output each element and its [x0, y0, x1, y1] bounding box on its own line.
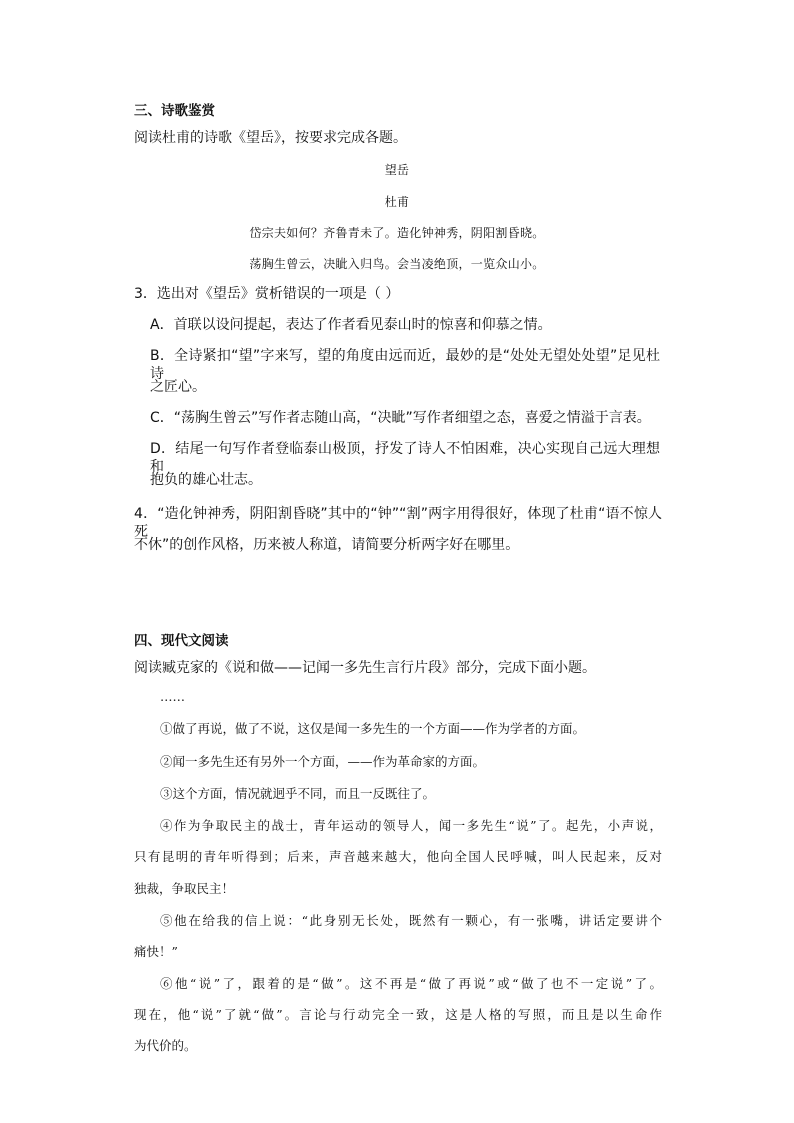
q3-stem: 3．选出对《望岳》赏析错误的一项是（ ）: [134, 286, 400, 302]
passage-paragraph-3: ③这个方面，情况就迥乎不同，而且一反既往了。: [160, 786, 436, 801]
section3-heading: 三、诗歌鉴赏: [134, 103, 215, 119]
poem-line-1: 岱宗夫如何？齐鲁青未了。造化钟神秀，阴阳割昏晓。: [249, 226, 545, 240]
section4-intro: 阅读臧克家的《说和做——记闻一多先生言行片段》部分，完成下面小题。: [134, 660, 596, 676]
q3-option-a: A．首联以设问提起，表达了作者看见泰山时的惊喜和仰慕之情。: [150, 317, 552, 333]
passage-paragraph-1: ①做了再说，做了不说，这仅是闻一多先生的一个方面——作为学者的方面。: [160, 721, 586, 736]
passage-paragraph-4: ④作为争取民主的战士，青年运动的领导人，闻一多先生“说”了。起先，小声说，: [160, 818, 662, 833]
poem-line-2: 荡胸生曾云，决眦入归鸟。会当凌绝顶，一览众山小。: [249, 257, 545, 271]
q3-option-d: D．结尾一句写作者登临泰山极顶，抒发了诗人不怕困难，决心实现自己远大理想和: [150, 441, 660, 475]
q3-option-b: B．全诗紧扣“望”字来写，望的角度由远而近，最妙的是“处处无望处处望”足见杜诗: [150, 348, 660, 382]
poem-author: 杜甫: [384, 195, 410, 209]
passage-paragraph-6-line-3: 为代价的。: [134, 1038, 197, 1053]
q3-option-c: C．“荡胸生曾云”写作者志随山高，“决眦”写作者细望之态，喜爱之情溢于言表。: [150, 410, 651, 426]
q4-text: 4．“造化钟神秀，阴阳割昏晓”其中的“钟”“割”两字用得很好，体现了杜甫“语不惊人死: [134, 506, 662, 540]
passage-paragraph-4-line-3: 独裁，争取民主！: [134, 881, 235, 896]
section3-intro: 阅读杜甫的诗歌《望岳》，按要求完成各题。: [134, 130, 407, 146]
poem-title: 望岳: [384, 163, 410, 177]
q4-text-continued: 不休”的创作风格，历来被人称道，请简要分析两字好在哪里。: [134, 537, 520, 553]
passage-paragraph-5: ⑤他在给我的信上说：“此身别无长处，既然有一颗心，有一张嘴，讲话定要讲个: [160, 913, 662, 928]
passage-paragraph-5-line-2: 痛快！”: [134, 944, 178, 959]
passage-paragraph-6: ⑥他“说”了，跟着的是“做”。这不再是“做了再说”或“做了也不一定说”了。: [160, 976, 662, 991]
section4-heading: 四、现代文阅读: [134, 633, 229, 649]
passage-paragraph-4-line-2: 只有昆明的青年听得到；后来，声音越来越大，他向全国人民呼喊，叫人民起来，反对: [134, 849, 662, 864]
passage-paragraph-6-line-2: 现在，他“说”了就“做”。言论与行动完全一致，这是人格的写照，而且是以生命作: [134, 1007, 662, 1022]
q3-option-d-continued: 抱负的雄心壮志。: [150, 472, 262, 488]
passage-paragraph-2: ②闻一多先生还有另外一个方面，——作为革命家的方面。: [160, 754, 486, 769]
passage-ellipsis: ……: [160, 689, 185, 704]
q3-option-b-continued: 之匠心。: [150, 379, 206, 395]
